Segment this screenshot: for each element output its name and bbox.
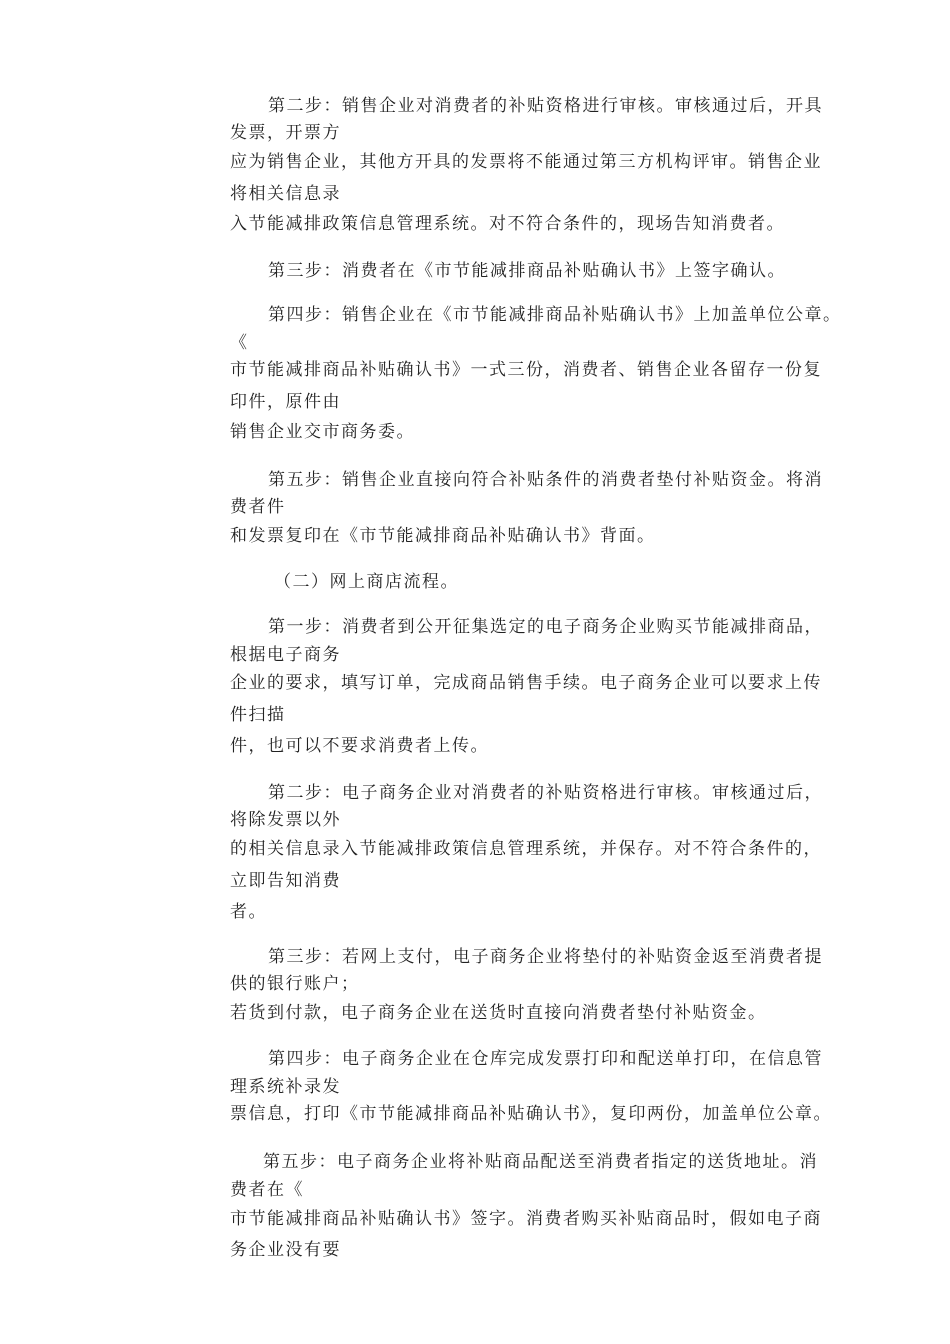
text-line: 第五步：电子商务企业将补贴商品配送至消费者指定的送货地址。消 [263,1152,818,1172]
text-line: 第二步：销售企业对消费者的补贴资格进行审核。审核通过后，开具 [268,96,823,116]
text-line: 将除发票以外 [230,810,341,830]
text-line: 第四步：电子商务企业在仓库完成发票打印和配送单打印，在信息管 [268,1049,823,1069]
text-line: 件，也可以不要求消费者上传。 [230,736,489,756]
text-line: 印件，原件由 [230,392,341,412]
text-line: 应为销售企业，其他方开具的发票将不能通过第三方机构评审。销售企业 [230,152,822,172]
text-line: 发票，开票方 [230,123,341,143]
text-line: 市节能减排商品补贴确认书》签字。消费者购买补贴商品时，假如电子商 [230,1209,822,1229]
text-line: 若货到付款，电子商务企业在送货时直接向消费者垫付补贴资金。 [230,1003,767,1023]
text-line: 者。 [230,902,267,922]
text-line: 市节能减排商品补贴确认书》一式三份，消费者、销售企业各留存一份复 [230,360,822,380]
text-line: 入节能减排政策信息管理系统。对不符合条件的，现场告知消费者。 [230,214,785,234]
text-line: 票信息，打印《市节能减排商品补贴确认书》，复印两份，加盖单位公章。 [230,1104,832,1124]
text-line: 理系统补录发 [230,1077,341,1097]
text-line: 务企业没有要 [230,1240,341,1260]
text-line: 第五步：销售企业直接向符合补贴条件的消费者垫付补贴资金。将消 [268,470,823,490]
section-heading: （二）网上商店流程。 [274,572,459,592]
text-line: 立即告知消费 [230,871,341,891]
text-line: 和发票复印在《市节能减排商品补贴确认书》背面。 [230,526,656,546]
text-line: 第一步：消费者到公开征集选定的电子商务企业购买节能减排商品， [268,617,823,637]
text-line: 根据电子商务 [230,645,341,665]
text-line: 供的银行账户； [230,974,360,994]
text-line: 件扫描 [230,705,286,725]
text-line: 费者件 [230,497,286,517]
text-line: 将相关信息录 [230,184,341,204]
text-line: 《 [230,333,249,353]
text-line: 的相关信息录入节能减排政策信息管理系统，并保存。对不符合条件的， [230,839,822,859]
text-line: 第二步：电子商务企业对消费者的补贴资格进行审核。审核通过后， [268,783,823,803]
text-line: 费者在《 [230,1180,304,1200]
text-line: 第三步：若网上支付，电子商务企业将垫付的补贴资金返至消费者提 [268,947,823,967]
text-line: 第四步：销售企业在《市节能减排商品补贴确认书》上加盖单位公章。 [268,305,842,325]
text-line: 销售企业交市商务委。 [230,422,415,442]
text-line: 企业的要求，填写订单，完成商品销售手续。电子商务企业可以要求上传 [230,673,822,693]
text-line: 第三步：消费者在《市节能减排商品补贴确认书》上签字确认。 [268,261,786,281]
